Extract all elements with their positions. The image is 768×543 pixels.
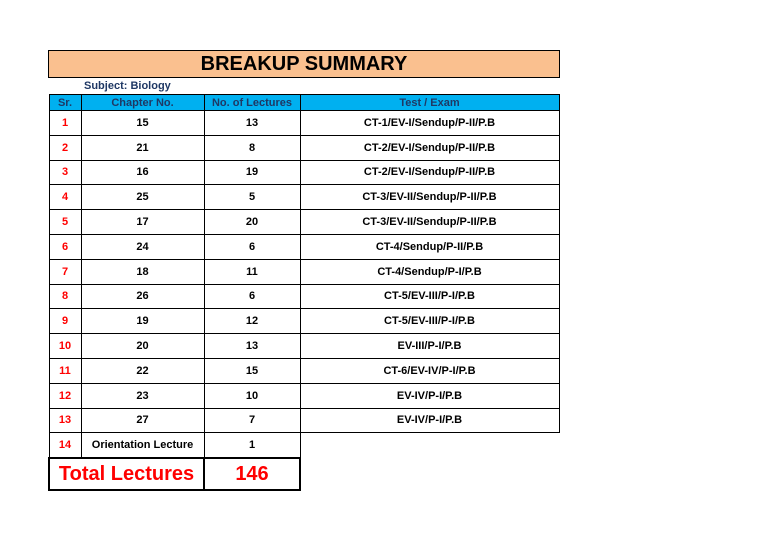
cell-chapter: 24: [81, 234, 204, 259]
cell-test: CT-4/Sendup/P-I/P.B: [300, 259, 559, 284]
cell-test: CT-3/EV-II/Sendup/P-II/P.B: [300, 185, 559, 210]
table-row: [49, 433, 559, 458]
cell-lectures: 10: [204, 383, 300, 408]
cell-sr: 12: [49, 383, 81, 408]
total-label: Total Lectures: [49, 458, 204, 490]
cell-chapter: Orientation Lecture: [81, 433, 204, 458]
lectures-table: [48, 94, 560, 491]
table-row: [49, 408, 559, 433]
cell-test: CT-2/EV-I/Sendup/P-II/P.B: [300, 135, 559, 160]
table-row: [49, 284, 559, 309]
table-row: [49, 135, 559, 160]
cell-chapter: 20: [81, 334, 204, 359]
table-row: [49, 160, 559, 185]
cell-lectures: 13: [204, 111, 300, 136]
cell-chapter: 21: [81, 135, 204, 160]
cell-lectures: 5: [204, 185, 300, 210]
cell-lectures: 7: [204, 408, 300, 433]
breakup-summary-sheet: [48, 50, 560, 491]
cell-lectures: 6: [204, 234, 300, 259]
cell-chapter: 16: [81, 160, 204, 185]
cell-sr: 4: [49, 185, 81, 210]
cell-lectures: 20: [204, 210, 300, 235]
table-row: [49, 210, 559, 235]
table-row: [49, 259, 559, 284]
cell-chapter: 18: [81, 259, 204, 284]
cell-test: EV-III/P-I/P.B: [300, 334, 559, 359]
cell-sr: 5: [49, 210, 81, 235]
cell-sr: 1: [49, 111, 81, 136]
header-chapter: Chapter No.: [81, 95, 204, 111]
sheet-title: BREAKUP SUMMARY: [48, 50, 560, 78]
header-sr: Sr.: [49, 95, 81, 111]
total-empty-cell: [300, 458, 559, 490]
cell-chapter: 19: [81, 309, 204, 334]
cell-chapter: 23: [81, 383, 204, 408]
cell-chapter: 27: [81, 408, 204, 433]
cell-chapter: 22: [81, 358, 204, 383]
cell-chapter: 26: [81, 284, 204, 309]
cell-sr: 3: [49, 160, 81, 185]
cell-lectures: 1: [204, 433, 300, 458]
table-row: [49, 358, 559, 383]
cell-sr: 14: [49, 433, 81, 458]
cell-test: CT-2/EV-I/Sendup/P-II/P.B: [300, 160, 559, 185]
table-row: [49, 111, 559, 136]
cell-chapter: 17: [81, 210, 204, 235]
cell-lectures: 12: [204, 309, 300, 334]
cell-sr: 9: [49, 309, 81, 334]
table-row: [49, 334, 559, 359]
cell-lectures: 6: [204, 284, 300, 309]
cell-lectures: 8: [204, 135, 300, 160]
table-row: [49, 383, 559, 408]
table-row: [49, 185, 559, 210]
subject-label: Subject: Biology: [84, 80, 171, 92]
cell-test: [300, 433, 559, 458]
cell-test: EV-IV/P-I/P.B: [300, 383, 559, 408]
cell-test: CT-5/EV-III/P-I/P.B: [300, 309, 559, 334]
cell-sr: 6: [49, 234, 81, 259]
cell-lectures: 19: [204, 160, 300, 185]
cell-sr: 11: [49, 358, 81, 383]
cell-test: CT-4/Sendup/P-II/P.B: [300, 234, 559, 259]
cell-sr: 7: [49, 259, 81, 284]
cell-sr: 8: [49, 284, 81, 309]
cell-sr: 13: [49, 408, 81, 433]
cell-lectures: 11: [204, 259, 300, 284]
header-lectures: No. of Lectures: [204, 95, 300, 111]
table-header-row: [49, 95, 559, 111]
cell-test: CT-1/EV-I/Sendup/P-II/P.B: [300, 111, 559, 136]
total-value: 146: [204, 458, 300, 490]
cell-chapter: 25: [81, 185, 204, 210]
header-test: Test / Exam: [300, 95, 559, 111]
table-row: [49, 234, 559, 259]
cell-sr: 2: [49, 135, 81, 160]
cell-test: CT-3/EV-II/Sendup/P-II/P.B: [300, 210, 559, 235]
cell-chapter: 15: [81, 111, 204, 136]
total-row: [49, 458, 559, 490]
cell-lectures: 13: [204, 334, 300, 359]
cell-sr: 10: [49, 334, 81, 359]
table-row: [49, 309, 559, 334]
cell-test: CT-5/EV-III/P-I/P.B: [300, 284, 559, 309]
cell-test: EV-IV/P-I/P.B: [300, 408, 559, 433]
cell-lectures: 15: [204, 358, 300, 383]
cell-test: CT-6/EV-IV/P-I/P.B: [300, 358, 559, 383]
